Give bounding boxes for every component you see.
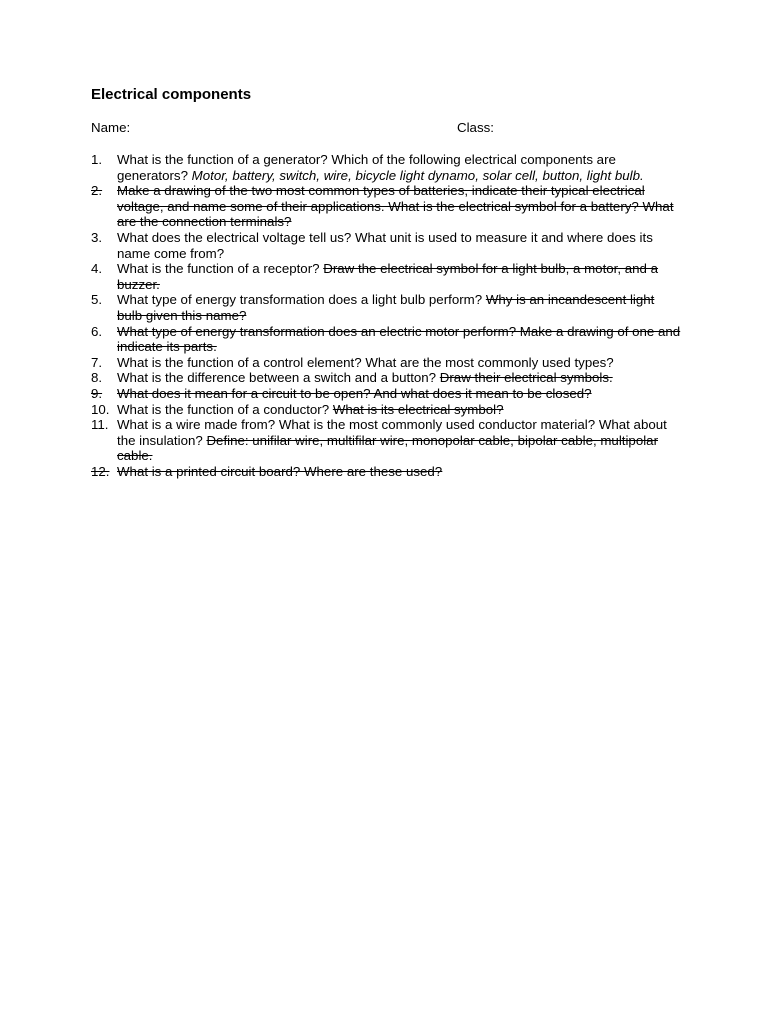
question-struck-text: What type of energy transformation does an electric motor perform? Make a drawing of one and indicate its parts. [117, 323, 681, 355]
question-struck-text: Draw their electrical symbols. [439, 370, 613, 386]
question-struck-text: Why is an incandescent light bulb given this name? [117, 292, 655, 323]
question-text: What is the function of a conductor? [117, 401, 333, 417]
question-number: 12. [91, 463, 110, 479]
question-text: What does the electrical voltage tell us? What unit is used to measure it and where does its name come from? [117, 229, 653, 261]
question-12 [91, 464, 681, 480]
question-number: 4. [91, 261, 103, 277]
question-number: 7. [91, 354, 103, 370]
document-title: Electrical components [91, 86, 252, 103]
question-5 [91, 292, 681, 323]
question-1 [91, 152, 681, 183]
question-text: What is the function of a receptor? [117, 261, 324, 277]
class-label: Class: [457, 120, 494, 135]
question-number: 10. [91, 401, 110, 417]
question-struck-text: Define: unifilar wire, multifilar wire, monopolar cable, bipolar cable, multipolar cable. [117, 432, 659, 464]
question-4 [91, 261, 681, 292]
question-list [91, 152, 681, 479]
question-number: 3. [91, 229, 103, 245]
question-7 [91, 355, 681, 371]
question-number: 8. [91, 370, 103, 386]
name-label: Name: [91, 120, 131, 135]
question-text: What is the difference between a switch and a button? [117, 370, 440, 386]
question-9 [91, 386, 681, 402]
question-8 [91, 370, 681, 386]
question-number: 6. [91, 323, 103, 339]
question-text: What is the function of a generator? Which of the following electrical components are generators? [117, 152, 616, 183]
question-number: 11. [91, 417, 109, 433]
question-text: What is a wire made from? What is the most commonly used conductor material? What about the insulation? [117, 417, 667, 448]
question-number: 1. [91, 152, 103, 167]
question-3 [91, 230, 681, 261]
question-text: What type of energy transformation does a light bulb perform? [117, 292, 486, 308]
question-struck-text: Make a drawing of the two most common types of batteries, indicate their typical electrical voltage, and name some of their applications. What is the electrical symbol for a battery? What are the connection terminals? [117, 183, 674, 230]
question-struck-text: What does it mean for a circuit to be open? And what does it mean to be closed? [117, 385, 592, 401]
question-number: 2. [91, 183, 103, 199]
question-number: 5. [91, 292, 103, 308]
question-components-list: Motor, battery, switch, wire, bicycle light dynamo, solar cell, button, light bulb. [191, 167, 644, 183]
question-struck-text: What is a printed circuit board? Where are these used? [117, 463, 443, 479]
question-11 [91, 417, 681, 464]
question-struck-text: Draw the electrical symbol for a light bulb, a motor, and a buzzer. [117, 261, 659, 292]
question-number: 9. [91, 385, 103, 401]
question-2 [91, 183, 681, 230]
question-10 [91, 402, 681, 418]
question-text: What is the function of a control element? What are the most commonly used types? [117, 354, 614, 370]
question-struck-text: What is its electrical symbol? [332, 401, 504, 417]
question-6 [91, 324, 681, 355]
